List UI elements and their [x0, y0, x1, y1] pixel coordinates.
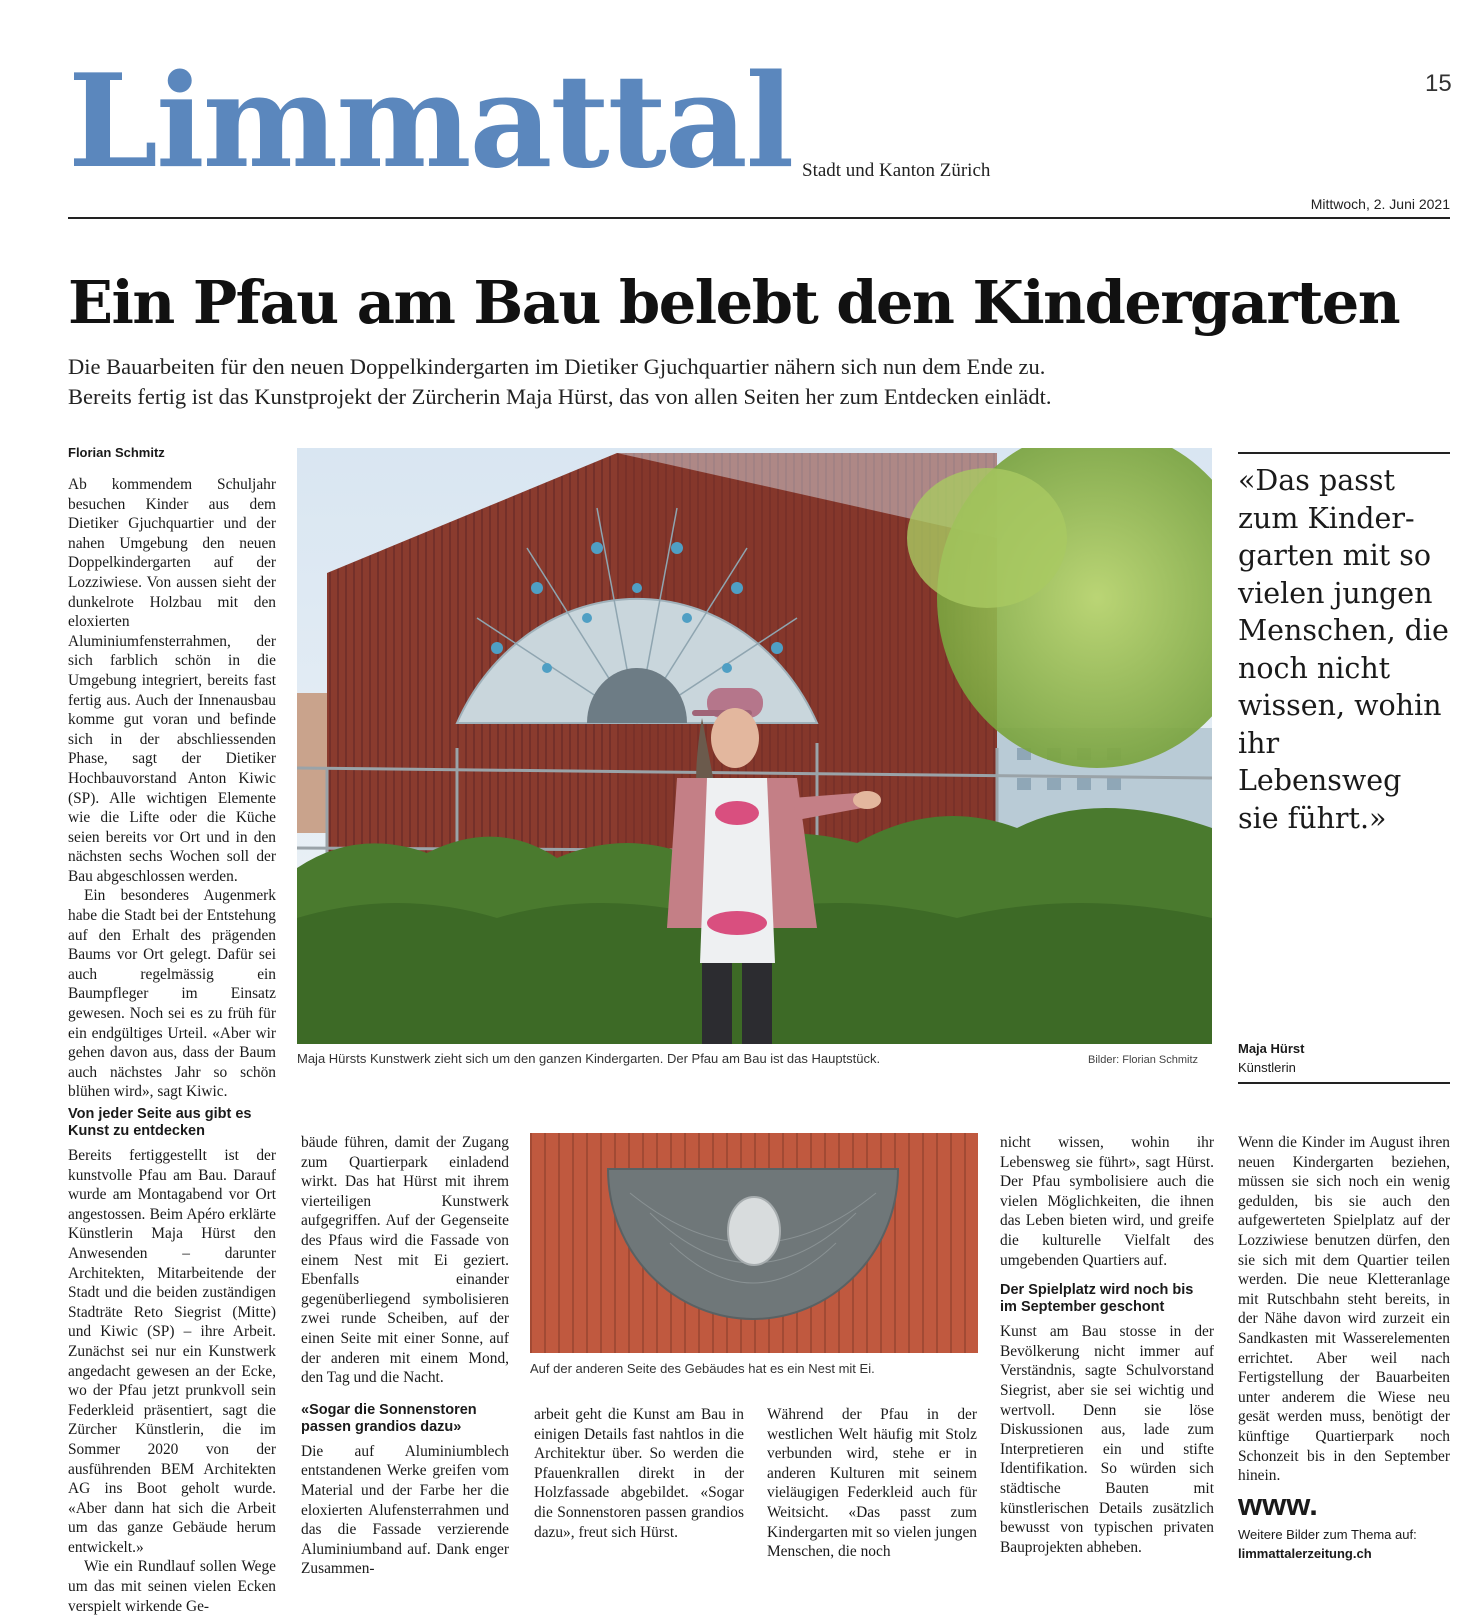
web-text: Weitere Bilder zum Thema auf: — [1238, 1527, 1417, 1542]
pull-quote-role: Künstlerin — [1238, 1060, 1296, 1075]
paragraph: Ein besonderes Augenmerk habe die Stadt bei der Entstehung auf den Erhalt des prägenden Baums vor Ort gelegt. Dafür sei auch regelmässig ein Baumpfleger im Einsatz gewesen. Noch sei es zu früh für ein endgültiges Urteil. «Aber wir gehen davon aus, dass der Baum auch nächstes Jahr so schön blühen wird», sagt Kiwic. — [68, 887, 276, 1101]
pull-quote-line: vielen jungen — [1238, 576, 1433, 610]
author-byline: Florian Schmitz — [68, 445, 165, 460]
main-photo — [297, 448, 1212, 1044]
pull-quote-line: garten mit so — [1238, 539, 1432, 572]
web-url-link[interactable]: limmattalerzeitung.ch — [1238, 1546, 1372, 1561]
pull-quote — [1238, 462, 1450, 837]
paragraph: bäude führen, damit der Zugang zum Quartierpark einladend wirkt. Das hat Hürst mit ihrem vierteiligen Kunstwerk aufgegriffen. Auf der Gegenseite des Pfaus wird die Fassade von einem Nest mit Ei geziert. Ebenfalls einander gegenüberliegend symbolisieren zwei runde Scheiben, auf der einen Seite mit einer Sonne, auf der anderen mit einem Mond, den Tag und die Nacht. — [301, 1134, 509, 1387]
article-column-4 — [767, 1405, 977, 1562]
pull-quote-name: Maja Hürst — [1238, 1041, 1305, 1056]
section-subhead: «Sogar die Sonnenstoren passen grandios dazu» — [301, 1401, 477, 1435]
pull-quote-line: zum Kinder- — [1238, 501, 1415, 535]
region-subtitle: Stadt und Kanton Zürich — [802, 160, 991, 181]
pull-quote-bottom-rule — [1238, 1082, 1450, 1084]
web-label: www. — [1238, 1487, 1318, 1522]
paragraph: arbeit geht die Kunst am Bau in einigen Details fast nahtlos in die Architektur über. So werden die Pfauenkrallen direkt in der Holzfassade abgebildet. «Sogar die Sonnenstoren passen grandios dazu», freut sich Hürst. — [534, 1406, 744, 1541]
photo-credit: Bilder: Florian Schmitz — [1088, 1054, 1199, 1066]
paragraph: Wie ein Rundlauf sollen Wege um das mit seinen vielen Ecken verspielt wirkende Ge- — [68, 1558, 276, 1615]
article-column-6 — [1238, 1133, 1450, 1486]
pull-quote-line: Menschen, die — [1238, 614, 1449, 647]
article-column-5 — [1000, 1133, 1214, 1557]
section-subhead: Von jeder Seite aus gibt es Kunst zu entdecken — [68, 1106, 252, 1139]
paragraph: Bereits fertiggestellt ist der kunstvolle Pfau am Bau. Darauf wurde am Montagabend vor Ort angestossen. Beim Apéro erklärte Künstlerin Maja Hürst den Anwesenden – darunter Architekten, Mitarbeitende der Stadt und die beiden zuständigen Stadträte Reto Siegrist (Mitte) und Kiwic (SP) – ihre Arbeit. Zunächst sei nur ein Kunstwerk angedacht gewesen an der Ecke, wo der Pfau jetzt prunkvoll sein Federkleid präsentiert, sagt die Zürcher Künstlerin, die im Sommer 2020 von der ausführenden BEM Architekten AG ins Boot geholt wurde. «Aber dann hat sich die Arbeit um das ganze Gebäude herum entwickelt.» — [68, 1147, 276, 1556]
lead-line-1: Die Bauarbeiten für den neuen Doppelkindergarten im Dietiker Gjuchquartier nähern sich nun dem Ende zu. — [68, 354, 1046, 379]
article-lead — [68, 352, 1268, 412]
issue-date: Mittwoch, 2. Juni 2021 — [1310, 196, 1450, 212]
pull-quote-line: «Das passt — [1238, 464, 1395, 497]
section-subhead: Der Spielplatz wird noch bis im September geschont — [1000, 1282, 1194, 1316]
pull-quote-line: ihr Lebensweg — [1238, 726, 1402, 797]
paragraph: nicht wissen, wohin ihr Lebensweg sie führt», sagt Hürst. Der Pfau symbolisiere auch die vielen Möglichkeiten, die ihnen das Leben bieten wird, und greife die kulturelle Vielfalt des umgebenden Quartiers auf. — [1000, 1134, 1214, 1269]
paragraph: Kunst am Bau stosse in der Bevölkerung nicht immer auf Verständnis, sagte Schulvorstand Siegrist, aber sie sei wichtig und wertvoll. Denn sie löse Diskussionen aus, lade zum Interpretieren ein und stifte Identifikation. So würden sich städtische Bauten mit künstlerischen Details zusätzlich bewusst von typischen privaten Bauprojekten abheben. — [1000, 1323, 1214, 1556]
pull-quote-line: sie führt.» — [1238, 801, 1387, 835]
main-photo-caption: Maja Hürsts Kunstwerk zieht sich um den ganzen Kindergarten. Der Pfau am Bau ist das Hauptstück. — [297, 1051, 881, 1066]
header-divider — [68, 217, 1450, 219]
pull-quote-top-rule — [1238, 452, 1450, 454]
paragraph: Während der Pfau in der westlichen Welt häufig mit Stolz verbunden wird, stehe er in anderen Kulturen mit seinem vieläugigen Federkleid auch für Weitsicht. «Das passt zum Kindergarten mit so vielen jungen Menschen, die noch — [767, 1406, 978, 1561]
article-column-3 — [534, 1405, 744, 1542]
masthead: Limmattal — [68, 47, 793, 197]
second-photo-caption: Auf der anderen Seite des Gebäudes hat es ein Nest mit Ei. — [530, 1361, 875, 1376]
pull-quote-line: noch nicht — [1238, 651, 1391, 685]
second-photo — [530, 1133, 978, 1353]
paragraph: Ab kommendem Schuljahr besuchen Kinder aus dem Dietiker Gjuchquartier und der nahen Umgebung den neuen Doppelkindergarten auf der Lozziwiese. Von aussen sieht der dunkelrote Holzbau mit den eloxierten Aluminiumfensterrahmen, der sich farblich schön in die Umgebung integriert, bereits fast fertig aus. Auch der Innenausbau komme gut voran und befinde sich in der abschliessenden Phase, sagt der Dietiker Hochbauvorstand Anton Kiwic (SP). Alle wichtigen Elemente wie die Lifte oder die Küche seien bereits vor Ort und in den nächsten sechs Wochen soll der Bau abgeschlossen werden. — [68, 476, 276, 885]
pull-quote-line: wissen, wohin — [1238, 689, 1442, 722]
article-headline: Ein Pfau am Bau belebt den Kindergarten — [68, 268, 1400, 337]
paragraph: Wenn die Kinder im August ihren neuen Kindergarten beziehen, müssen sie sich noch ein wenig gedulden, bis sie auch den aufgewerteten Spielplatz auf der Lozziwiese benutzen dürfen, den sie sich mit dem Quartier teilen werden. Die neue Kletteranlage mit Rutschbahn steht bereits, in der Nähe davon wird zurzeit ein Sandkasten mit Wasserelementen errichtet. Aber weil nach Fertigstellung der Bauarbeiten unter anderem die Wiese neu gesät werden muss, benötigt der künftige Quartierpark noch Schonzeit bis in den September hinein. — [1238, 1134, 1450, 1485]
page-number: 15 — [1425, 70, 1452, 97]
article-column-1 — [68, 475, 276, 1616]
lead-line-2: Bereits fertig ist das Kunstprojekt der Zürcherin Maja Hürst, das von allen Seiten her zum Entdecken einlädt. — [68, 384, 1052, 409]
paragraph: Die auf Aluminiumblech entstandenen Werke greifen vom Material und der Farbe her die eloxierten Alufensterrahmen und das die Fassade verzierende Aluminiumband auf. Dank enger Zusammen- — [301, 1442, 509, 1578]
article-column-2 — [301, 1133, 509, 1579]
